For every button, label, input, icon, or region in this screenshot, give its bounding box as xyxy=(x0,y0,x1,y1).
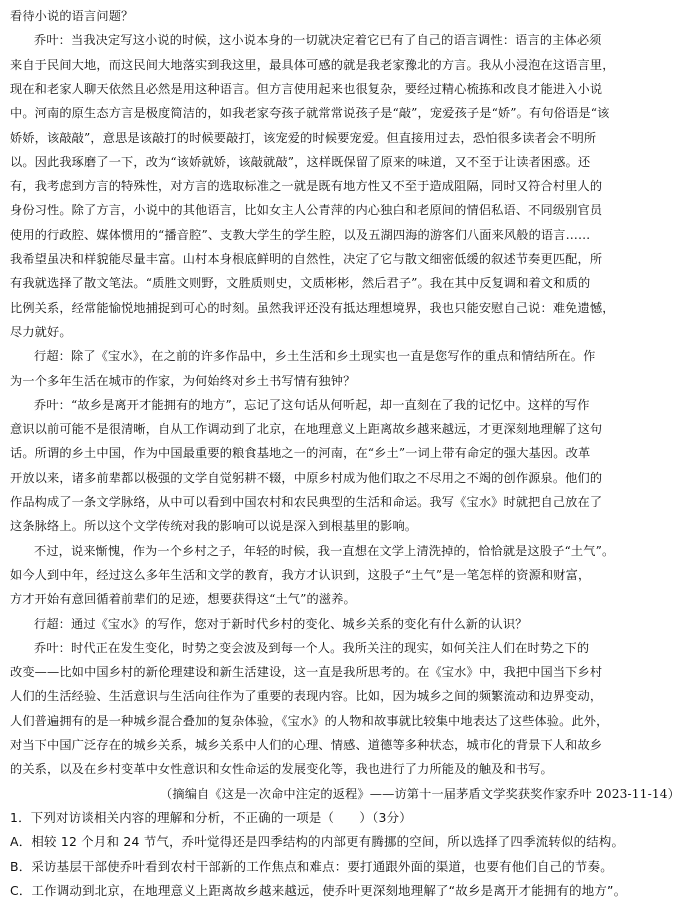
text-line: 尽力就好。 xyxy=(10,324,72,339)
text-line: 对当下中国广泛存在的城乡关系，城乡关系中人们的心理、情感、道德等多种状态，城市化的背景下人和故乡 xyxy=(10,738,603,752)
question-1-option-c: C．工作调动到北京，在地理意义上距离故乡越来越远，使乔叶更深刻地理解了“故乡是离开才能拥有的地方”。 xyxy=(10,882,627,898)
text-line: 作品构成了一条文学脉络，从中可以看到中国农村和农民典型的生活和命运。我写《宝水》时就把自己放在了 xyxy=(10,495,603,509)
text-line: 有我就选择了散文笔法。“质胜文则野，文胜质则史，文质彬彬，然后君子”。我在其中反复调和着文和质的 xyxy=(10,276,591,291)
text-line: 意识以前可能不是很清晰，自从工作调动到了北京，在地理意义上距离故乡越来越远，才更深刻地理解了这句 xyxy=(10,422,603,437)
text-line: 人们的生活经验、生活意识与生活向往作为了重要的表现内容。比如，因为城乡之间的频繁流动和边界变动， xyxy=(10,689,603,704)
text-line: 乔叶：时代正在发生变化，时势之变会波及到每一个人。我所关注的现实，如何关注人们在时势之下的 xyxy=(34,640,590,655)
text-line: 行超：通过《宝水》的写作，您对于新时代乡村的变化、城乡关系的变化有什么新的认识？ xyxy=(34,616,528,631)
text-line: 话。所谓的乡土中国，作为中国最重要的粮食基地之一的河南，在“乡土”一词上带有命定的强大基因。改革 xyxy=(10,446,591,461)
text-line: 行超：除了《宝水》，在之前的许多作品中，乡土生活和乡土现实也一直是您写作的重点和情结所在。作 xyxy=(34,349,596,364)
article-source: （摘编自《这是一次命中注定的返程》——访第十一届茅盾文学奖获奖作家乔叶 2023-11-14） xyxy=(160,786,680,801)
text-line: 人们普遍拥有的是一种城乡混合叠加的复杂体验，《宝水》的人物和故事就比较集中地表达了这些体验。此外， xyxy=(10,713,609,728)
question-1-option-a: A．相较 12 个月和 24 节气，乔叶觉得还是四季结构的内部更有腾挪的空间，所以选择了四季流转似的结构。 xyxy=(10,834,625,850)
text-line: 使用的行政腔、媒体惯用的“播音腔”、支教大学生的学生腔，以及五湖四海的游客们八面来风般的语言…… xyxy=(10,227,591,242)
text-line: 乔叶：当我决定写这小说的时候，这小说本身的一切就决定着它已有了自己的语言调性：语言的主体必须 xyxy=(34,33,602,48)
text-line: 方才开始有意回循着前辈们的足迹，想要获得这“土气”的滋养。 xyxy=(10,592,356,607)
text-line: 现在和老家人聊天依然且必然是用这种语言。但方言使用起来也很复杂，要经过精心梳拣和改良才能进入小说 xyxy=(10,81,603,96)
text-line: 来自于民间大地，而这民间大地落实到我这里，最具体可感的就是我老家豫北的方言。我从小浸泡在这语言里， xyxy=(10,57,615,72)
text-line: 中。河南的原生态方言是极度简洁的，如我老家夸孩子就常常说孩子是“敲”，宠爱孩子是“娇”。有句俗语是“该 xyxy=(10,106,610,121)
question-1-stem: 1．下列对访谈相关内容的理解和分析，不正确的一项是（ ）（3分） xyxy=(10,809,412,825)
text-line: 比例关系，经常能愉悦地捕捉到可心的时刻。虽然我评还没有抵达理想境界，我也只能安慰自己说：难免遗憾， xyxy=(10,300,615,315)
text-line: 以。因此我琢磨了一下，改为“该娇就娇，该敲就敲”，这样既保留了原来的味道，又不至于让读者困惑。还 xyxy=(10,154,591,169)
text-line: 为一个多年生活在城市的作家，为何始终对乡土书写情有独钟？ xyxy=(10,373,356,388)
text-line: 乔叶：“故乡是离开才能拥有的地方”，忘记了这句话从何听起，却一直刻在了我的记忆中。这样的写作 xyxy=(34,397,590,412)
text-line: 身份习性。除了方言，小说中的其他语言，比如女主人公青萍的内心独白和老原间的情侣私语、不同级别官员 xyxy=(10,203,603,218)
text-line: 这条脉络上。所以这个文学传统对我的影响可以说是深入到根基里的影响。 xyxy=(10,519,418,534)
text-line: 看待小说的语言问题？ xyxy=(10,9,134,23)
text-line: 开放以来，诸多前辈都以极强的文学自觉躬耕不辍，中原乡村成为他们取之不尽用之不竭的创作源泉。他们的 xyxy=(10,470,603,485)
text-line: 的关系，以及在乡村变革中女性意识和女性命运的发展变化等，我也进行了力所能及的触及和书写。 xyxy=(10,762,553,777)
text-line: 不过，说来惭愧，作为一个乡村之子，年轻的时候，我一直想在文学上清洗掉的，恰恰就是这股子“土气”。 xyxy=(34,543,615,558)
text-line: 娇娇，该敲敲”，意思是该敲打的时候要敲打，该宠爱的时候要宠爱。但直接用过去，恐怕很多读者会不明所 xyxy=(10,130,597,145)
text-line: 改变——比如中国乡村的新伦理建设和新生活建设，这一直是我所思考的。在《宝水》中，我把中国当下乡村 xyxy=(10,665,603,680)
text-line: 我希望虽决和样貌能尽量丰富。山村本身根底鲜明的自然性，决定了它与散文细密低缓的叙述节奏更匹配，所 xyxy=(10,252,603,266)
question-1-option-b: B．采访基层干部使乔叶看到农村干部新的工作焦点和难点：要打通跟外面的渠道，也要有他们自己的节奏。 xyxy=(10,858,613,874)
text-line: 如今人到中年，经过这么多年生活和文学的教育，我方才认识到，这股子“土气”是一笔怎样的资源和财富， xyxy=(10,567,591,582)
text-line: 有，我考虑到方言的特殊性，对方言的选取标准之一就是既有地方性又不至于造成阻隔，同时又符合村里人的 xyxy=(10,179,603,194)
